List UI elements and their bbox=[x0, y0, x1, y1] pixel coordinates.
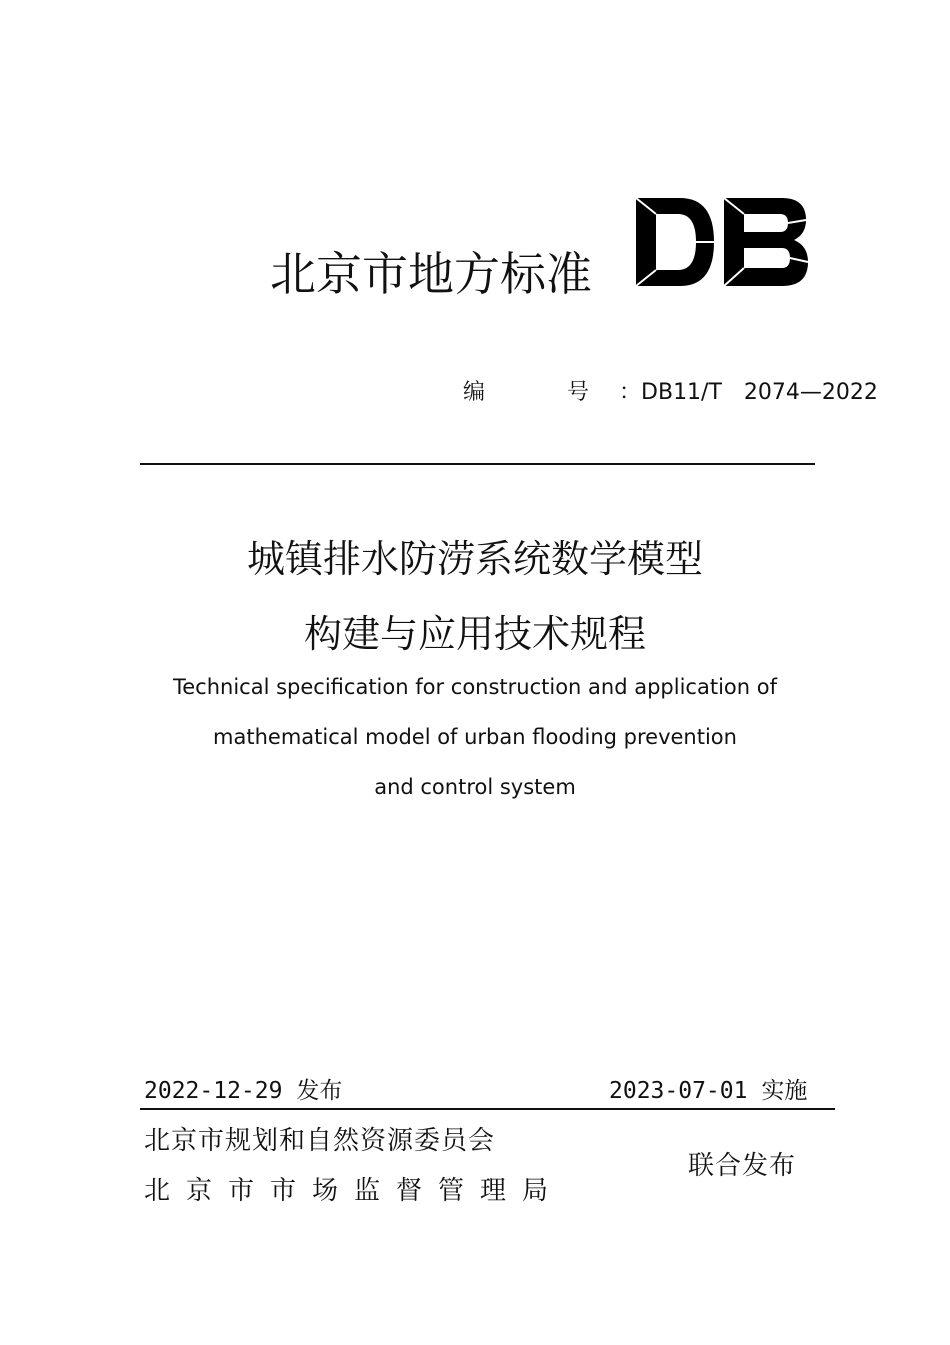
standard-number bbox=[463, 375, 878, 406]
implement-date: 2023-07-01 实施 bbox=[609, 1078, 808, 1104]
title-en-line-3: and control system bbox=[374, 775, 576, 799]
db-logo-d-letter bbox=[636, 198, 714, 286]
title-en-line-2: mathematical model of urban flooding prevention bbox=[213, 725, 737, 749]
db-logo-b-letter bbox=[724, 198, 808, 286]
db-logo bbox=[634, 196, 809, 288]
bottom-divider bbox=[140, 1108, 835, 1110]
top-divider bbox=[140, 463, 815, 465]
publish-date: 2022-12-29 发布 bbox=[144, 1078, 343, 1104]
issuing-org-1: 北京市规划和自然资源委员会 bbox=[144, 1126, 496, 1156]
title-cn-line-1: 城镇排水防涝系统数学模型 bbox=[246, 537, 703, 581]
standard-number-colon: ： bbox=[619, 380, 642, 405]
standard-type-title: 北京市地方标准 bbox=[270, 247, 592, 301]
db-logo-text: DB bbox=[634, 196, 636, 197]
standard-number-label: 编 号 bbox=[463, 380, 620, 405]
title-cn-line-2: 构建与应用技术规程 bbox=[303, 612, 646, 656]
issuing-org-2: 北京市市场监督管理局 bbox=[144, 1176, 565, 1206]
standard-number-value: DB11/T 2074—2022 bbox=[641, 380, 878, 405]
title-en-line-1: Technical specification for construction and application of bbox=[173, 675, 777, 699]
joint-publish-label: 联合发布 bbox=[688, 1151, 797, 1181]
